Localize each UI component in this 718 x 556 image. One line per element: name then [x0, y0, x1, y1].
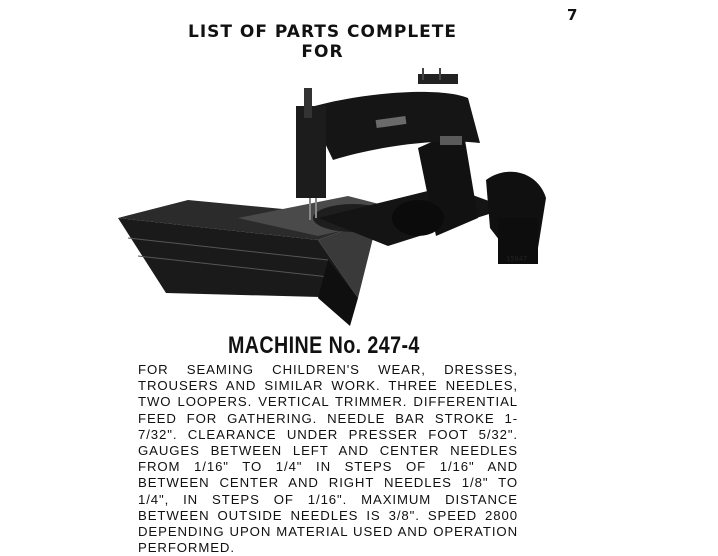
- needle-bar-head: [296, 106, 326, 198]
- machine-title: MACHINE No. 247-4: [228, 332, 420, 359]
- machine-description: FOR SEAMING CHILDREN'S WEAR, DRESSES, TROUSERS AND SIMILAR WORK. THREE NEEDLES, TWO LOOPERS. VERTICAL TRIMMER. DIFFERENTIAL FEED FOR GATHERING. NEEDLE BAR STROKE 1-7/32". CLEARANCE UNDER PRESSER FOOT 5/32". GAUGES BETWEEN LEFT AND CENTER NEEDLES FROM 1/16" TO 1/4" IN STEPS OF 1/16" AND BETWEEN CENTER AND RIGHT NEEDLES 1/8" TO 1/4", IN STEPS OF 1/16". MAXIMUM DISTANCE BETWEEN OUTSIDE NEEDLES IS 3/8". SPEED 2800 DEPENDING UPON MATERIAL USED AND OPERATION PERFORMED.: [138, 362, 518, 556]
- heading-line-2: FOR: [301, 42, 344, 62]
- sewing-machine-photo: [118, 68, 558, 330]
- page-number: 7: [567, 6, 578, 24]
- page-heading: [170, 22, 475, 62]
- photo-code: 15947: [506, 255, 528, 263]
- trimmer-housing: [392, 200, 444, 236]
- heading-line-1: LIST OF PARTS COMPLETE: [188, 22, 457, 42]
